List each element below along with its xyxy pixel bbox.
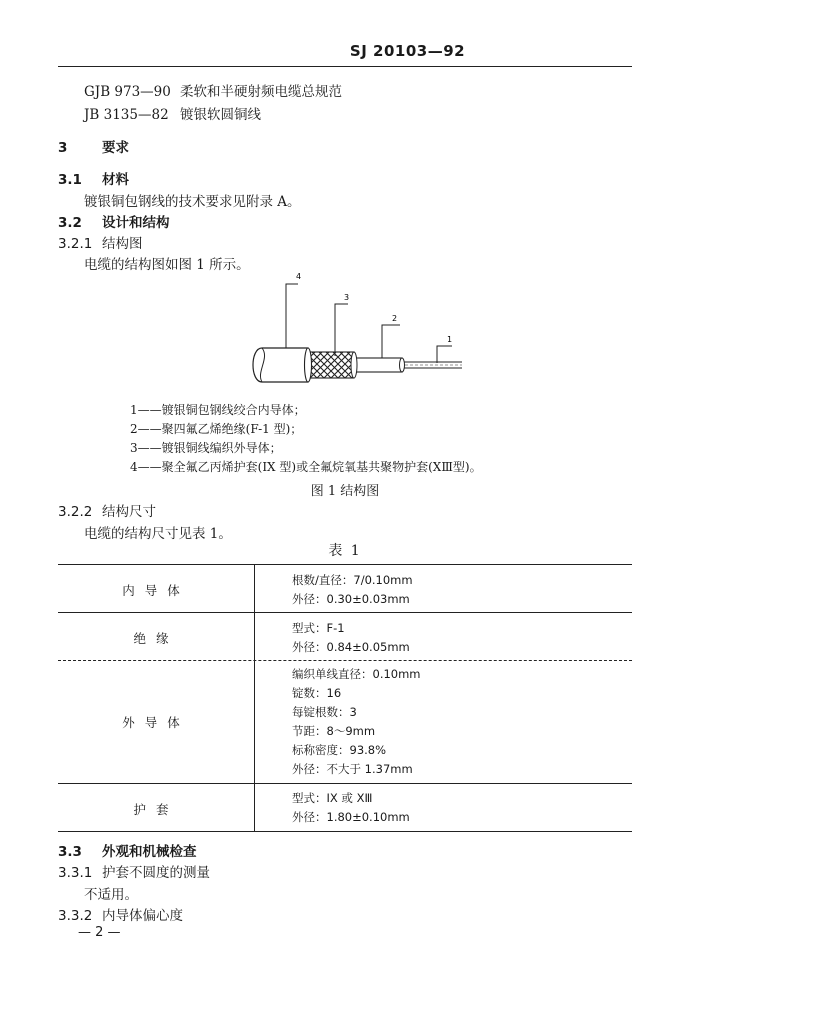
insulation	[352, 358, 402, 372]
table-row-label: 绝缘	[133, 631, 179, 646]
section-number: 3	[58, 140, 68, 156]
reference-title: 柔软和半硬射频电缆总规范	[180, 84, 342, 100]
section-3-3-1-heading	[58, 861, 210, 881]
document-code: SJ 20103—92	[349, 42, 466, 60]
inner-conductor	[400, 362, 462, 368]
cable-structure-figure	[240, 266, 480, 394]
section-number: 3.3.2	[58, 908, 93, 924]
table-cell-value: 外径：不大于 1.37mm	[292, 762, 413, 776]
section-3-3-1-body: 不适用。	[84, 887, 138, 903]
table-cell-value: 每锭根数：3	[292, 705, 357, 719]
page-number: — 2 —	[78, 925, 121, 940]
callout-leader-2	[382, 325, 400, 361]
table-row-rule	[58, 783, 632, 784]
reference-line	[84, 103, 261, 123]
section-3-1-body: 镀银铜包钢线的技术要求见附录 A。	[84, 194, 301, 210]
section-title: 设计和结构	[102, 215, 170, 231]
table-bottom-rule	[58, 831, 632, 832]
section-3-2-1-body: 电缆的结构图如图 1 所示。	[84, 257, 250, 273]
table-row-label: 内导体	[122, 583, 190, 598]
section-number: 3.2	[58, 215, 82, 231]
section-number: 3.2.2	[58, 504, 93, 520]
table-cell-value: 外径：1.80±0.10mm	[292, 810, 410, 824]
callout-label-3: 3	[344, 293, 350, 302]
section-3-2-2-body: 电缆的结构尺寸见表 1。	[84, 526, 232, 542]
table-title: 表 1	[328, 543, 362, 559]
section-number: 3.2.1	[58, 236, 93, 252]
table-cell-value: 锭数：16	[292, 686, 342, 700]
reference-title: 镀银软圆铜线	[180, 107, 261, 123]
section-title: 材料	[102, 172, 129, 188]
jacket	[253, 348, 308, 382]
outer-braid	[306, 352, 354, 378]
reference-line	[84, 80, 342, 100]
section-3-3-heading	[58, 840, 197, 860]
table-row-rule	[58, 612, 632, 613]
section-number: 3.1	[58, 172, 82, 188]
table-row-rule	[58, 660, 632, 661]
section-number: 3.3.1	[58, 865, 93, 881]
reference-code: JB 3135—82	[84, 107, 169, 123]
figure-legend-item: 3——镀银铜线编织外导体；	[130, 441, 282, 455]
figure-caption: 图 1 结构图	[310, 484, 380, 499]
callout-label-4: 4	[296, 272, 302, 281]
callout-label-2: 2	[392, 314, 398, 323]
table-cell-value: 根数/直径：7/0.10mm	[292, 573, 413, 587]
header-rule	[58, 66, 632, 67]
section-3-2-heading	[58, 211, 170, 231]
section-title: 结构图	[102, 236, 143, 252]
figure-legend-item: 4——聚全氟乙丙烯护套(IX 型)或全氟烷氧基共聚物护套(XⅢ型)。	[130, 460, 482, 474]
table-cell-value: 型式：IX 或 XⅢ	[292, 791, 373, 805]
section-title: 要求	[102, 140, 129, 156]
section-number: 3.3	[58, 844, 82, 860]
table-row-label: 外导体	[122, 715, 190, 730]
table-cell-value: 外径：0.84±0.05mm	[292, 640, 410, 654]
section-title: 护套不圆度的测量	[102, 865, 210, 881]
callout-leader-3	[335, 304, 348, 356]
section-3-1-heading	[58, 168, 129, 188]
callout-leader-1	[437, 346, 452, 363]
table-cell-value: 编织单线直径：0.10mm	[292, 667, 421, 681]
table-cell-value: 外径：0.30±0.03mm	[292, 592, 410, 606]
figure-legend-item: 1——镀银铜包钢线绞合内导体；	[130, 403, 306, 417]
section-3-2-2-heading	[58, 500, 156, 520]
table-cell-value: 型式：F-1	[292, 621, 345, 635]
section-3-3-2-heading	[58, 904, 183, 924]
table-cell-value: 节距：8～9mm	[292, 724, 376, 738]
table-row-label: 护套	[133, 802, 179, 817]
figure-legend-item: 2——聚四氟乙烯绝缘(F-1 型)；	[130, 422, 303, 436]
callout-leader-4	[286, 284, 298, 350]
table-top-rule	[58, 564, 632, 565]
table-column-rule	[254, 564, 255, 831]
section-title: 结构尺寸	[102, 504, 156, 520]
table-cell-value: 标称密度：93.8%	[292, 743, 387, 757]
section-3-2-1-heading	[58, 232, 143, 252]
reference-code: GJB 973—90	[84, 84, 171, 100]
section-title: 内导体偏心度	[102, 908, 183, 924]
callout-label-1: 1	[447, 335, 453, 344]
section-title: 外观和机械检查	[102, 844, 197, 860]
section-3-heading	[58, 136, 129, 156]
